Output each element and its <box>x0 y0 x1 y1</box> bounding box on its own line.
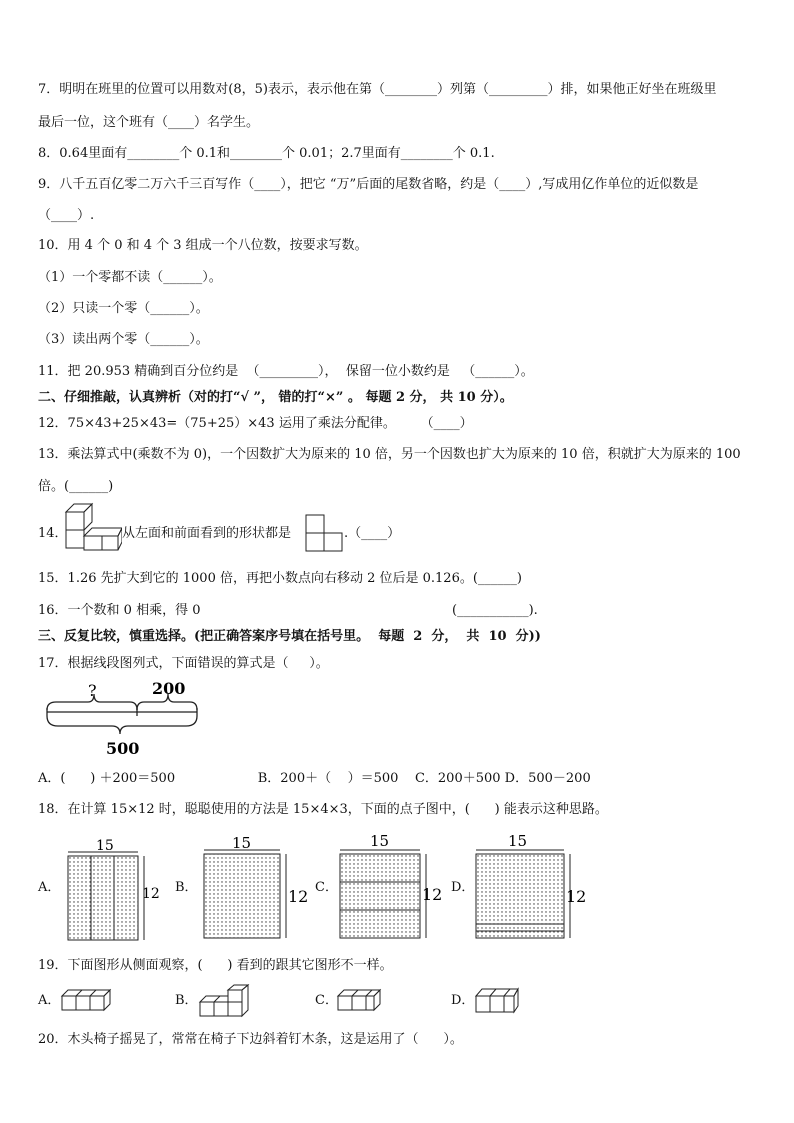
q11: 11．把 20.953 精确到百分位约是 （_________）， 保留一位小数约是 （______）。 <box>38 364 534 379</box>
section-2-heading: 二、仔细推敲，认真辨析（对的打“√ ”， 错的打“×” 。 每题 2 分， 共 10 分）。 <box>38 390 513 405</box>
q10-sub3: （3）读出两个零（______）。 <box>38 332 209 347</box>
q14-tail: .（____） <box>344 526 401 541</box>
q15: 15．1.26 先扩大到它的 1000 倍，再把小数点向右移动 2 位后是 0.126。(______) <box>38 571 522 586</box>
q19-option-c-cubes <box>336 986 382 1014</box>
q18-label-a: A． <box>38 880 61 895</box>
q17-stem: 17．根据线段图列式，下面错误的算式是（ ）。 <box>38 656 329 671</box>
q18-label-b: B． <box>175 880 198 895</box>
q18-d-width-label: 15 <box>508 832 528 850</box>
q13-line2: 倍。(______) <box>38 479 114 494</box>
q19-label-d: D． <box>451 993 475 1008</box>
q7-line2: 最后一位，这个班有（____）名学生。 <box>38 115 260 130</box>
q17-total-label: 500 <box>106 739 140 758</box>
q14-number: 14． <box>38 526 68 541</box>
q10-sub2: （2）只读一个零（______）。 <box>38 301 209 316</box>
q14-text: 从左面和前面看到的形状都是 <box>122 526 292 541</box>
q18-option-a-dot-grid <box>64 836 164 946</box>
q18-option-b-dot-grid <box>200 832 310 946</box>
q19-label-b: B． <box>175 993 198 1008</box>
q10-stem: 10．用 4 个 0 和 4 个 3 组成一个八位数，按要求写数。 <box>38 238 368 253</box>
q9-line2: （____）. <box>38 208 95 223</box>
q18-c-height-label: 12 <box>422 885 443 904</box>
q13-line1: 13．乘法算式中(乘数不为 0)，一个因数扩大为原来的 10 倍，另一个因数也扩大为原来的 10 倍，积就扩大为原来的 100 <box>38 447 741 462</box>
q7-line1: 7．明明在班里的位置可以用数对(8，5)表示，表示他在第（________）列第（_________）排，如果他正好坐在班级里 <box>38 82 717 97</box>
q19-option-a-cubes <box>60 986 112 1014</box>
q14-view-shape <box>305 514 345 552</box>
q18-option-d-dot-grid <box>472 830 588 946</box>
q18-d-height-label: 12 <box>566 887 587 906</box>
q20: 20．木头椅子摇晃了，常常在椅子下边斜着钉木条，这是运用了（ ）。 <box>38 1032 463 1047</box>
section-3-heading: 三、反复比较，慎重选择。(把正确答案序号填在括号里。 每题 2 分， 共 10 分)) <box>38 629 541 644</box>
q18-option-c-dot-grid <box>336 830 446 946</box>
q14-cube-stack-figure <box>64 500 122 554</box>
q19-label-c: C． <box>315 993 338 1008</box>
q17-unknown-label: ? <box>88 682 97 700</box>
q19-label-a: A． <box>38 993 61 1008</box>
q17-part-label: 200 <box>152 682 186 698</box>
q8: 8．0.64里面有________个 0.1和________个 0.01；2.7里面有________个 0.1. <box>38 146 495 161</box>
q18-label-c: C． <box>315 880 338 895</box>
q10-sub1: （1）一个零都不读（______）。 <box>38 270 222 285</box>
q16-blank: (___________). <box>452 603 538 618</box>
q18-stem: 18．在计算 15×12 时，聪聪使用的方法是 15×4×3，下面的点子图中，( ) 能表示这种思路。 <box>38 802 608 817</box>
q17-options: A．( ) ＋200＝500 B．200＋（ ）＝500 C．200＋500 D．500－200 <box>38 771 591 786</box>
q18-b-width-label: 15 <box>232 834 252 852</box>
q19-option-b-cubes <box>198 984 250 1018</box>
q19-stem: 19．下面图形从侧面观察，( ) 看到的跟其它图形不一样。 <box>38 958 393 973</box>
q12: 12．75×43+25×43=（75+25）×43 运用了乘法分配律。 （____） <box>38 416 473 431</box>
q19-option-d-cubes <box>474 984 520 1016</box>
q17-segment-diagram <box>44 682 204 760</box>
q18-a-width-label: 15 <box>96 838 114 854</box>
q18-b-height-label: 12 <box>288 887 309 906</box>
q18-label-d: D． <box>451 880 475 895</box>
q9-line1: 9．八千五百亿零二万六千三百写作（____），把它 “万”后面的尾数省略，约是（____）,写成用亿作单位的近似数是 <box>38 177 699 192</box>
q16-text: 16．一个数和 0 相乘，得 0 <box>38 603 201 618</box>
q18-a-height-label: 12 <box>142 886 160 902</box>
q18-c-width-label: 15 <box>370 832 390 850</box>
